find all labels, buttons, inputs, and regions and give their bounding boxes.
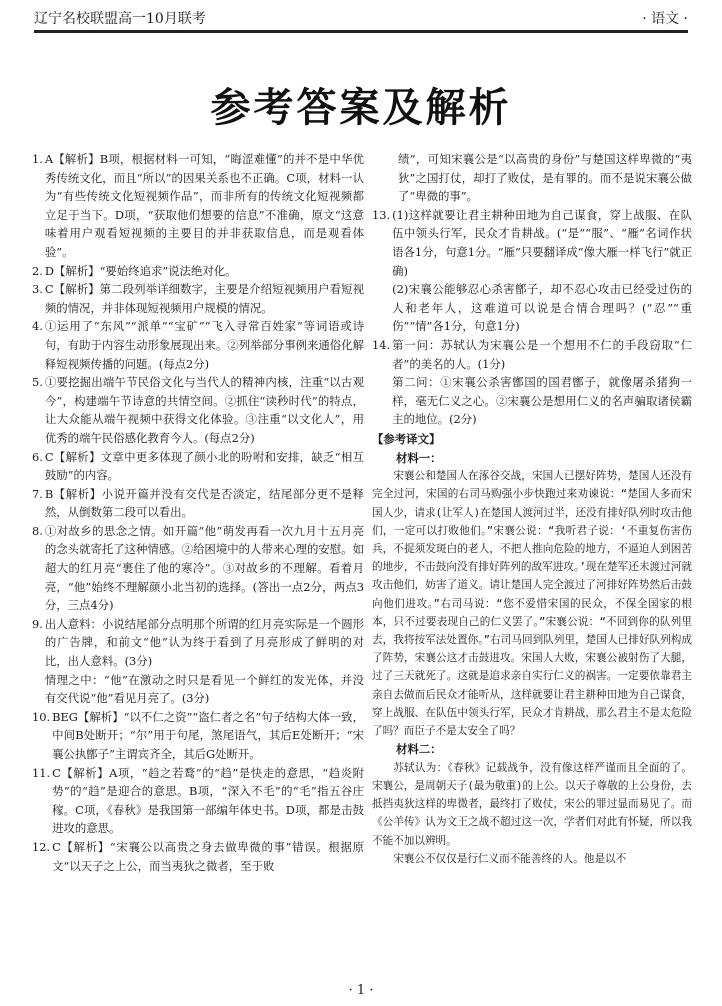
answer-body-wrap xyxy=(45,150,364,262)
answer-text: C【解析】A项，“趋之若鹜”的“趋”是快走的意思，“趋炎附势”的“趋”是迎合的意思。B项，“深入不毛”的“毛”指五谷庄稼。C项，《春秋》是我国第一部编年体史书。D项，都是击鼓进攻的意思。 xyxy=(52,765,364,836)
material-2-text: 苏轼认为：《春秋》记载战争，没有像这样严谨而且全面的了。宋襄公，是周朝天子(最为敬重)的上公。以天子尊敬的上公身份，去抵挡夷狄这样的卑微者，最终打了败仗，宋公的罪过显而易见了。而《公羊传》认为文王之战不超过这一次，学者们对此有怀疑，所以我不能不加以辨明。 xyxy=(372,761,692,847)
answer-item xyxy=(32,764,364,838)
answer-body-wrap xyxy=(45,317,364,373)
translation-heading: 【参考译文】 xyxy=(372,431,441,446)
answer-item xyxy=(32,615,364,708)
answer-item xyxy=(32,262,364,281)
header-rule xyxy=(34,32,688,33)
answer-body-wrap xyxy=(392,206,692,336)
answer-text: C【解析】文章中更多体现了颜小北的吩咐和安排，缺乏“相互鼓励”的内容。 xyxy=(44,449,364,483)
material-2-title: 材料二： xyxy=(396,742,442,757)
exam-name: 辽宁名校联盟高一10月联考 xyxy=(34,11,206,27)
answer-body-wrap xyxy=(45,280,364,317)
answer-number: 8. xyxy=(32,523,43,538)
answer-item xyxy=(372,206,692,336)
answer-number: 4. xyxy=(32,319,43,334)
answer-text: BEG【解析】“以不仁之资”“盗仁者之名”句子结构大体一致，中间B处断开；“尔”用于句尾，煞尾语气，其后E处断开；“宋襄公执鄫子”主谓宾齐全，其后G处断开。 xyxy=(52,709,364,761)
answer-text: C【解析】第二段列举详细数字，主要是介绍短视频用户看短视频的情况，并非体现短视频用户规模的情况。 xyxy=(44,282,364,315)
answer-body-wrap xyxy=(52,708,364,764)
answer-number: 2. xyxy=(32,263,43,278)
answer-extra: 第二问：①宋襄公杀害鄫国的国君鄫子，就像屠杀猪狗一样，毫无仁义之心。②宋襄公是想用仁义的名声骗取诸侯霸主的地位。(2分) xyxy=(392,375,692,427)
subject-label: · 语文 · xyxy=(642,11,688,27)
answer-extra: (2)宋襄公能够忍心杀害鄫子，却不忍心攻击已经受过伤的人和老年人，这难道可以说是合情合理吗？(“忍”“重伤”“情”各1分，句意1分) xyxy=(392,282,692,334)
material-1-title: 材料一： xyxy=(396,450,442,465)
answer-item xyxy=(32,317,364,373)
answer-text: (1)这样就要让君主耕种田地为自己谋食，穿上战服、在队伍中领头行军，民众才肯耕战。(“是”“服”、“雁”名词作状语各1分，句意1分。“雁”只要翻译成“像大雁一样飞行”就正确) xyxy=(392,207,692,278)
answer-body-wrap xyxy=(45,262,364,281)
answer-text: ①对故乡的思念之情。如开篇“他”萌发再看一次九月十五月亮的念头就寄托了这种情感。②给困境中的人带来心理的安慰。如超大的红月亮“裹住了他的寒冷”。③对故乡的不理解。看着月亮，“他”始终不理解颜小北当初的选择。(答出一点2分，两点3分，三点4分) xyxy=(44,523,364,613)
answer-number: 5. xyxy=(32,375,43,390)
answer-body-wrap xyxy=(45,485,364,522)
answer-text: A【解析】B项，根据材料一可知，“晦涩难懂”的并不是中华优秀传统文化，而且“所以”的因果关系也不正确。C项，材料一认为“有些传统文化短视频作品”，而非所有的传统文化短视频都立足于当下。D项，“获取他们想要的信息”不准确，原文“这意味着用户观看短视频的主要目的并非获取信息，而是观看体验”。 xyxy=(44,152,364,259)
answer-item xyxy=(32,373,364,447)
answer-body-wrap xyxy=(52,838,364,875)
answer-text: 第一问：苏轼认为宋襄公是一个想用不仁的手段窃取“仁者”的美名的人。(1分) xyxy=(392,337,692,371)
continued-answer: 绩”，可知宋襄公是“以高贵的身份”与楚国这样卑微的“夷狄”之国打仗，却打了败仗，是有罪的。而不是说宋襄公做了“卑微的事”。 xyxy=(398,152,692,204)
answer-text: ①要挖掘出端午节民俗文化与当代人的精神内核，注重“以古观今”，构建端午节诗意的共情空间。②抓住“读秒时代”的特点，让大众能从端午视频中获得文化体验。③注重“以文化人”，用优秀的端午民俗感化教育今人。(每点2分) xyxy=(44,375,364,445)
answer-number: 10. xyxy=(32,709,51,724)
answer-body-wrap xyxy=(45,522,364,615)
answer-item xyxy=(32,448,364,485)
material-2-text-cont: 宋襄公不仅仅是行仁义而不能善终的人。他是以不 xyxy=(393,852,627,865)
answer-item xyxy=(32,280,364,317)
answer-item xyxy=(32,150,364,262)
right-answers xyxy=(372,206,692,429)
left-column xyxy=(32,150,364,875)
answer-text: B【解析】小说开篇并没有交代是否淡定，结尾部分更不是释然，从倒数第二段可以看出。 xyxy=(44,486,364,520)
answer-body-wrap xyxy=(45,448,364,485)
answer-item xyxy=(32,838,364,875)
answer-number: 14. xyxy=(372,337,391,352)
answer-number: 1. xyxy=(32,152,43,166)
answer-body-wrap xyxy=(392,336,692,429)
answer-number: 11. xyxy=(32,765,51,780)
answer-body-wrap xyxy=(45,373,364,447)
answer-number: 12. xyxy=(32,839,51,854)
answer-body-wrap xyxy=(45,615,364,708)
answer-number: 6. xyxy=(32,449,43,464)
answer-text: ①运用了“东风”“派单”“宝矿”“飞入寻常百姓家”等词语或诗句，有助于内容生动形象展现出来。②列举部分事例来通俗化解释短视频传播的问题。(每点2分) xyxy=(44,319,364,371)
answer-text: C【解析】“宋襄公以高贵之身去做卑微的事”错误。根据原文“以天子之上公，而当夷狄之微者，至于败 xyxy=(52,839,364,873)
answer-body-wrap xyxy=(52,764,364,838)
answer-extra: 情理之中：“他”在激动之时只是看见一个鲜红的发光体，并没有交代说“他”看见月亮了。(3分) xyxy=(44,672,364,706)
answer-item xyxy=(372,336,692,429)
answer-text: D【解析】“要始终追求”说法绝对化。 xyxy=(44,263,237,278)
answer-number: 13. xyxy=(372,207,391,222)
answer-item xyxy=(32,522,364,615)
right-column xyxy=(372,150,692,868)
answer-number: 9. xyxy=(32,616,43,631)
page-number: · 1 · xyxy=(348,983,374,998)
answer-text: 出人意料：小说结尾部分点明那个所谓的红月亮实际是一个圆形的广告牌，和前文“他”认为终于看到了月亮形成了鲜明的对比，出人意料。(3分) xyxy=(44,616,364,669)
answer-item xyxy=(32,708,364,764)
page-header xyxy=(34,6,688,32)
page-title: 参考答案及解析 xyxy=(210,85,512,131)
answer-number: 7. xyxy=(32,486,43,501)
answer-item xyxy=(32,485,364,522)
material-1-text: 宋襄公和楚国人在涿谷交战，宋国人已摆好阵势，楚国人还没有完全过河，宋国的右司马购强小步快跑过来劝谏说：“楚国人多而宋国人少，请求(让军人)在楚国人渡河过半，还没有排好队列时攻击他们，一定可以打败他们。”宋襄公说：“我听君子说：‘不重复伤害伤兵，不捉须发斑白的老人，不把人推向危险的地方，不逼迫人到困苦的地步，不击鼓向没有排好阵列的敌军进攻。’现在楚军还未渡过河就攻击他们，妨害了道义。请让楚国人完全渡过了河排好阵势然后击鼓向他们进攻。”右司马说：“您不爱惜宋国的民众，不保全国家的根本，只不过要表现自己的仁义罢了。”宋襄公说：“不回到你的队列里去，我将按军法处置你。”右司马回到队列里，楚国人已排好队列构成了阵势，宋襄公这才击鼓进攻。宋国人大败，宋襄公被射伤了大腿，过了三天就死了。这就是追求亲自实行仁义的祸害。一定要依靠君主亲自去做而后民众才能听从，这样就要让君主耕种田地为自己谋食，穿上战服、在队伍中领头行军，民众才肯耕战，那么君主不是太危险了吗？而臣子不是太安全了吗？ xyxy=(372,470,692,737)
answer-number: 3. xyxy=(32,282,43,297)
